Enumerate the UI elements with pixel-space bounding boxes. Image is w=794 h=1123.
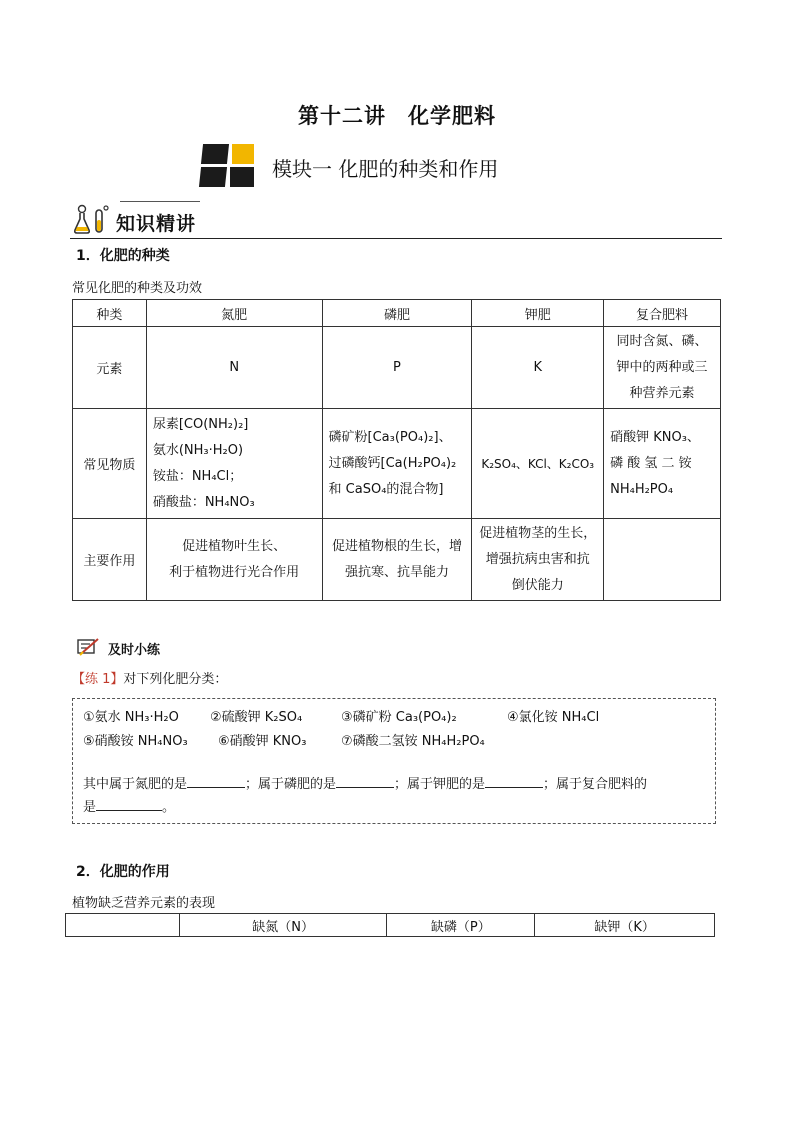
table-caption: 植物缺乏营养元素的表现 xyxy=(72,896,216,911)
cell-line: 强抗寒、抗旱能力 xyxy=(344,564,449,580)
pencil-notebook-icon xyxy=(76,636,100,656)
section-heading: 1．化肥的种类 xyxy=(76,248,170,264)
table-cell xyxy=(322,409,472,519)
table-row xyxy=(73,409,721,519)
table-cell: N xyxy=(146,327,322,409)
row-label: 元素 xyxy=(73,327,147,409)
table-cell xyxy=(604,327,721,409)
cell-line: 增强抗病虫害和抗 xyxy=(485,551,590,567)
header-cell: 氮肥 xyxy=(146,300,322,327)
header-cell: 缺钾（K） xyxy=(535,914,715,937)
table-cell xyxy=(604,519,721,601)
cell-line: 促进植物叶生长、 xyxy=(182,538,287,554)
table-cell xyxy=(322,519,472,601)
table-row xyxy=(73,519,721,601)
question-line xyxy=(83,796,175,815)
answer-blank-nitrogen[interactable] xyxy=(187,775,245,788)
table-cell xyxy=(146,519,322,601)
table-cell: P xyxy=(322,327,472,409)
cell-line: 铵盐：NH₄Cl； xyxy=(152,468,243,484)
question-text: 其中属于氮肥的是 xyxy=(83,777,188,792)
cell-line: 尿素[CO(NH₂)₂] xyxy=(152,416,249,432)
answer-blank-compound[interactable] xyxy=(96,798,162,811)
header-cell: 缺磷（P） xyxy=(387,914,535,937)
fertilizer-table xyxy=(72,299,721,601)
section-underline xyxy=(70,238,722,239)
header-cell: 种类 xyxy=(73,300,147,327)
table-cell: K₂SO₄、KCl、K₂CO₃ xyxy=(472,409,604,519)
question-text: 是 xyxy=(83,800,97,815)
cell-line: 钾中的两种或三 xyxy=(616,359,708,375)
header-cell xyxy=(66,914,180,937)
question-text: ；属于钾肥的是 xyxy=(394,777,486,792)
divider xyxy=(120,201,200,202)
cell-line: 磷矿粉[Ca₃(PO₄)₂]、 xyxy=(328,429,452,445)
section-header xyxy=(70,200,722,240)
cell-line: 和 CaSO₄的混合物] xyxy=(328,481,444,497)
table-cell xyxy=(604,409,721,519)
exercise-item: ⑥硝酸钾 KNO₃ xyxy=(218,734,307,749)
table-caption: 常见化肥的种类及功效 xyxy=(72,281,203,296)
header-cell: 磷肥 xyxy=(322,300,472,327)
question-line xyxy=(83,773,647,792)
cell-line: 硝酸盐：NH₄NO₃ xyxy=(152,494,255,510)
section-heading: 2．化肥的作用 xyxy=(76,864,170,880)
answer-blank-phosphorus[interactable] xyxy=(336,775,394,788)
header-cell: 缺氮（N） xyxy=(179,914,387,937)
row-label: 常见物质 xyxy=(73,409,147,519)
exercise-item: ②硫酸钾 K₂SO₄ xyxy=(210,710,303,725)
cell-line: 硝酸钾 KNO₃、 xyxy=(610,429,700,445)
table-row xyxy=(73,327,721,409)
cell-line: 促进植物茎的生长， xyxy=(479,525,597,541)
table-cell xyxy=(146,409,322,519)
exercise-item: ①氨水 NH₃·H₂O xyxy=(83,710,179,725)
exercise-prompt xyxy=(72,668,227,687)
module-title: 模块一 化肥的种类和作用 xyxy=(272,157,499,181)
deficiency-table xyxy=(65,913,715,937)
cell-line: 磷 酸 氢 二 铵 xyxy=(610,455,692,471)
header-cell: 复合肥料 xyxy=(604,300,721,327)
exercise-item: ③磷矿粉 Ca₃(PO₄)₂ xyxy=(341,710,457,725)
question-text: ；属于磷肥的是 xyxy=(245,777,337,792)
cell-line: 倒伏能力 xyxy=(511,577,564,593)
exercise-item: ⑤硝酸铵 NH₄NO₃ xyxy=(83,734,188,749)
cell-line: 过磷酸钙[Ca(H₂PO₄)₂ xyxy=(328,455,457,471)
exercise-text: 对下列化肥分类： xyxy=(123,672,228,687)
cell-line: NH₄H₂PO₄ xyxy=(610,481,674,497)
exercise-item: ⑦磷酸二氢铵 NH₄H₂PO₄ xyxy=(341,734,485,749)
cell-line: 种营养元素 xyxy=(629,385,695,401)
table-header-row xyxy=(73,300,721,327)
question-text: ；属于复合肥料的 xyxy=(543,777,648,792)
exercise-box xyxy=(72,698,716,824)
page-title: 第十二讲 化学肥料 xyxy=(298,104,496,128)
exercise-number: 【练 1】 xyxy=(72,672,124,687)
cell-line: 利于植物进行光合作用 xyxy=(169,564,300,580)
table-cell xyxy=(472,519,604,601)
table-header-row xyxy=(66,914,715,937)
answer-blank-potassium[interactable] xyxy=(485,775,543,788)
header-cell: 钾肥 xyxy=(472,300,604,327)
lab-flask-icon xyxy=(72,202,112,236)
practice-label: 及时小练 xyxy=(108,643,161,658)
cell-line: 促进植物根的生长，增 xyxy=(331,538,462,554)
table-cell: K xyxy=(472,327,604,409)
section-label: 知识精讲 xyxy=(116,213,197,235)
exercise-item: ④氯化铵 NH₄Cl xyxy=(507,710,600,725)
row-label: 主要作用 xyxy=(73,519,147,601)
cell-line: 氨水(NH₃·H₂O) xyxy=(152,442,244,458)
module-logo-icon xyxy=(200,142,258,188)
cell-line: 同时含氮、磷、 xyxy=(616,333,708,349)
question-text: 。 xyxy=(162,800,176,815)
